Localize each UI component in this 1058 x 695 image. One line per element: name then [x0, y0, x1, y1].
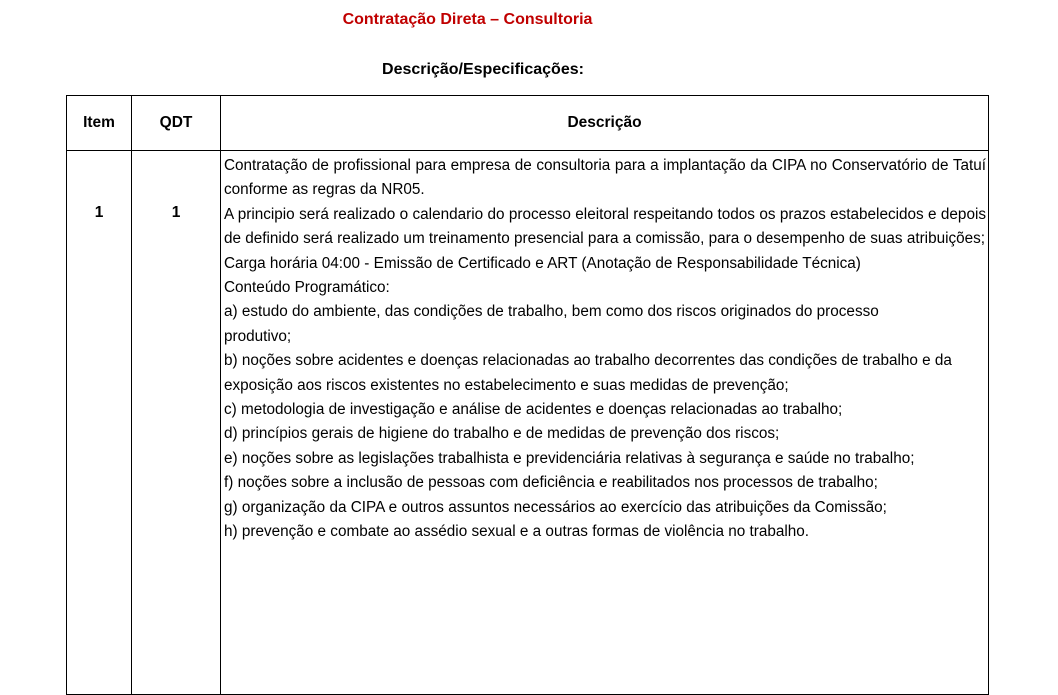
header-item: Item	[67, 96, 132, 151]
program-topic-b: b) noções sobre acidentes e doenças relacionadas ao trabalho decorrentes das condições de trabalho e da exposição aos riscos existentes no estabelecimento e suas medidas de prevenção;	[224, 352, 952, 394]
header-description: Descrição	[221, 96, 989, 151]
item-quantity: 1	[171, 204, 181, 221]
program-topic-d: d) princípios gerais de higiene do trabalho e de medidas de prevenção dos riscos;	[224, 425, 780, 443]
description-principle: A principio será realizado o calendario do processo eleitoral respeitando todos os prazos estabelecidos e depois de definido será realizado um treinamento presencial para a comissão, para o desempenho de suas atribuições;	[224, 205, 986, 248]
specifications-table	[66, 95, 989, 695]
program-topic-a: a) estudo do ambiente, das condições de trabalho, bem como dos riscos originados do processo produtivo;	[224, 303, 879, 345]
program-topic-h: h) prevenção e combate ao assédio sexual e a outras formas de violência no trabalho.	[224, 523, 810, 541]
program-topic-g: g) organização da CIPA e outros assuntos necessários ao exercício das atribuições da Comissão;	[224, 498, 887, 516]
table-row	[67, 151, 989, 695]
item-cell	[67, 151, 132, 695]
program-topic-c: c) metodologia de investigação e análise de acidentes e doenças relacionadas ao trabalho;	[224, 401, 843, 419]
program-heading: Conteúdo Programático:	[224, 279, 390, 297]
section-title: Descrição/Especificações:	[382, 61, 584, 78]
description-intro: Contratação de profissional para empresa de consultoria para a implantação da CIPA no Conservatório de Tatuí conforme as regras da NR05.	[224, 157, 986, 199]
table-header-row	[67, 96, 989, 151]
item-number: 1	[94, 204, 104, 221]
document-title: Contratação Direta – Consultoria	[342, 11, 593, 28]
program-topic-f: f) noções sobre a inclusão de pessoas com deficiência e reabilitados nos processos de trabalho;	[224, 474, 878, 492]
qty-cell	[132, 151, 221, 695]
description-cell	[221, 151, 989, 695]
program-topic-e: e) noções sobre as legislações trabalhista e previdenciária relativas à segurança e saúde no trabalho;	[224, 449, 915, 467]
description-workload: Carga horária 04:00 - Emissão de Certificado e ART (Anotação de Responsabilidade Técnica)	[224, 254, 861, 272]
header-qty: QDT	[132, 96, 221, 151]
